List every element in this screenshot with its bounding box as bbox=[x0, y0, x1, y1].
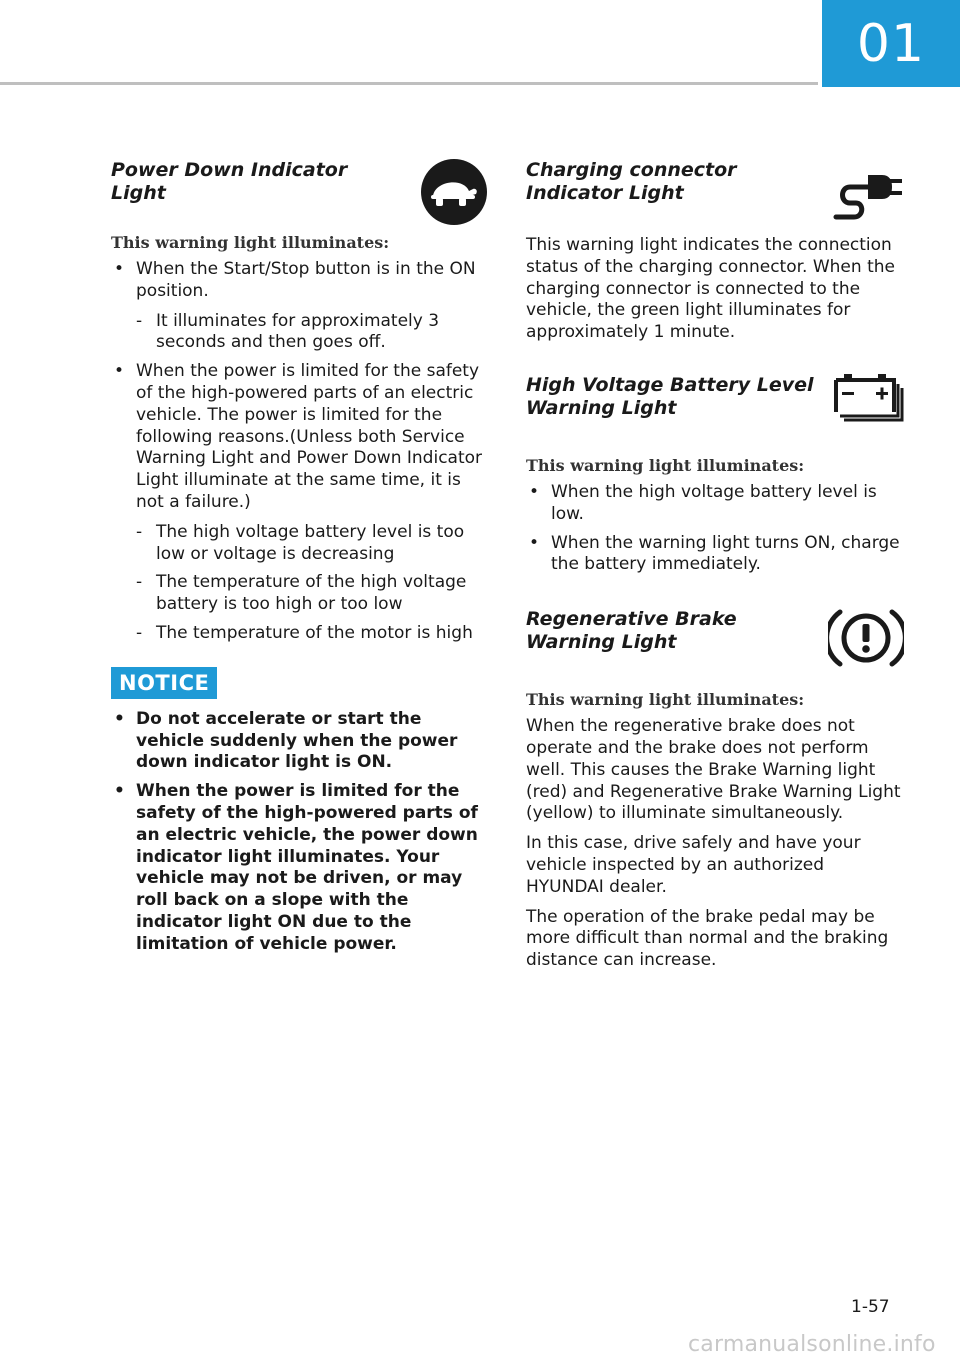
high-voltage-battery-icon bbox=[832, 372, 904, 426]
charging-header bbox=[526, 155, 904, 235]
power-down-lead: This warning light illuminates: bbox=[111, 233, 390, 252]
sub-list-item-text: The temperature of the motor is high bbox=[156, 622, 473, 643]
list-item bbox=[111, 259, 489, 354]
list-item bbox=[111, 361, 489, 645]
power-down-title: Power Down Indicator Light bbox=[111, 159, 348, 204]
sub-list bbox=[136, 311, 489, 355]
bullet-mark: • bbox=[529, 532, 540, 553]
left-column bbox=[111, 155, 489, 963]
sub-list-item bbox=[136, 623, 489, 645]
header-rule bbox=[0, 82, 818, 85]
bullet-mark: • bbox=[114, 781, 125, 802]
sub-list-item bbox=[136, 572, 489, 616]
chapter-tab: 01 bbox=[822, 0, 960, 87]
list-item bbox=[526, 482, 904, 526]
list-item-text: When the high voltage battery level is low. bbox=[551, 481, 877, 524]
hv-battery-title: High Voltage Battery Level Warning Light bbox=[526, 373, 814, 419]
list-item-text: When the Start/Stop button is in the ON position. bbox=[136, 259, 476, 301]
hv-battery-lead: This warning light illuminates: bbox=[526, 455, 805, 475]
notice-list bbox=[111, 709, 489, 956]
notice-item bbox=[111, 781, 489, 955]
charging-plug-icon bbox=[830, 165, 904, 221]
regen-para2: In this case, drive safely and have your vehicle inspected by an authorized HYUNDAI dealer. bbox=[526, 833, 861, 897]
sub-list-item-text: The temperature of the high voltage battery is too high or too low bbox=[156, 572, 467, 615]
notice-section bbox=[111, 667, 489, 956]
notice-item-text: When the power is limited for the safety of the high-powered parts of an electric vehicle, the power down indicator light illuminates. Your vehicle may not be driven, or may roll back on a slope with the indicator light ON due to the limitation of vehicle power. bbox=[136, 781, 478, 954]
power-down-list bbox=[111, 259, 489, 645]
notice-item-text: Do not accelerate or start the vehicle suddenly when the power down indicator light is ON. bbox=[136, 708, 458, 773]
dash-mark: - bbox=[136, 310, 143, 331]
right-column bbox=[526, 155, 904, 980]
turtle-icon bbox=[419, 157, 489, 227]
charging-body: This warning light indicates the connection status of the charging connector. When the charging connector is connected to the vehicle, the green light illuminates for approximately 1 minute. bbox=[526, 235, 895, 343]
hv-battery-header bbox=[526, 370, 904, 456]
list-item bbox=[526, 533, 904, 577]
dash-mark: - bbox=[136, 521, 143, 542]
brake-warning-icon bbox=[828, 606, 904, 670]
notice-item bbox=[111, 709, 489, 774]
page-number: 1-57 bbox=[851, 1297, 890, 1317]
list-item-text: When the power is limited for the safety of the high-powered parts of an electric vehicle. The power is limited for the following reasons.(Unless both Service Warning Light and Power Down Indicator Light illuminate at the same time, it is not a failure.) bbox=[136, 361, 483, 512]
sub-list-item-text: It illuminates for approximately 3 seconds and then goes off. bbox=[156, 310, 440, 353]
power-down-header bbox=[111, 155, 489, 233]
regen-title: Regenerative Brake Warning Light bbox=[526, 608, 737, 654]
notice-label: NOTICE bbox=[111, 667, 217, 699]
regen-lead: This warning light illuminates: bbox=[526, 690, 805, 710]
sub-list-item bbox=[136, 311, 489, 355]
bullet-mark: • bbox=[114, 361, 125, 382]
watermark: carmanualsonline.info bbox=[688, 1332, 936, 1357]
hv-battery-list bbox=[526, 482, 904, 576]
bullet-mark: • bbox=[529, 481, 540, 502]
bullet-mark: • bbox=[114, 708, 125, 729]
sub-list bbox=[136, 522, 489, 645]
list-item-text: When the warning light turns ON, charge the battery immediately. bbox=[551, 532, 900, 575]
regen-header bbox=[526, 604, 904, 690]
regen-para3: The operation of the brake pedal may be more difficult than normal and the braking distance can increase. bbox=[526, 906, 889, 971]
dash-mark: - bbox=[136, 572, 143, 593]
charging-title: Charging connector Indicator Light bbox=[526, 159, 737, 204]
bullet-mark: • bbox=[114, 259, 125, 279]
sub-list-item bbox=[136, 522, 489, 566]
sub-list-item-text: The high voltage battery level is too low or voltage is decreasing bbox=[156, 521, 465, 564]
dash-mark: - bbox=[136, 622, 143, 643]
regen-para1: When the regenerative brake does not operate and the brake does not perform well. This causes the Brake Warning light (red) and Regenerative Brake Warning Light (yellow) to illuminate simultaneously. bbox=[526, 716, 901, 824]
